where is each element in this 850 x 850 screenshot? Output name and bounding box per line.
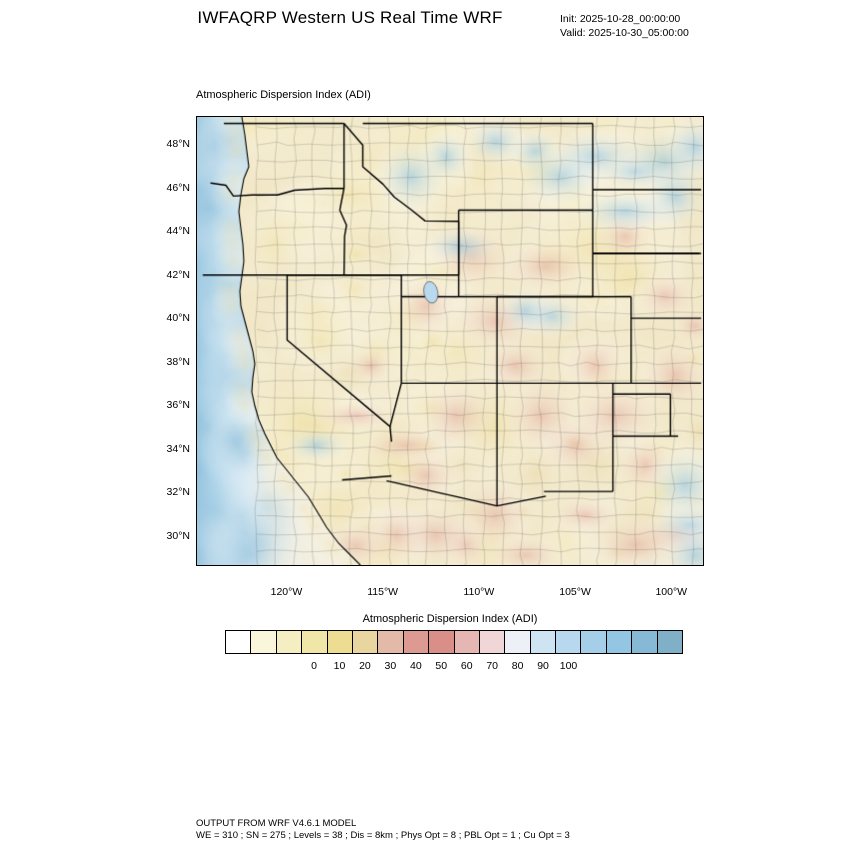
lon-tick-label: 110°W (463, 586, 495, 598)
longitude-axis (196, 586, 704, 604)
lat-tick-label: 40°N (166, 312, 190, 325)
footer-line-2: WE = 310 ; SN = 275 ; Levels = 38 ; Dis = 8km ; Phys Opt = 8 ; PBL Opt = 1 ; Cu Opt = 3 (196, 830, 570, 841)
colorbar-swatch (302, 631, 327, 653)
lat-tick-label: 32°N (166, 486, 190, 499)
colorbar-tick-label: 30 (384, 660, 397, 672)
colorbar-swatch (581, 631, 606, 653)
colorbar-swatch (429, 631, 454, 653)
colorbar-swatch (277, 631, 302, 653)
lat-tick-label: 38°N (166, 355, 190, 368)
model-output-footer (196, 818, 570, 842)
footer-line-1: OUTPUT FROM WRF V4.6.1 MODEL (196, 818, 357, 829)
colorbar-tick-label: 60 (460, 660, 473, 672)
page-title: IWFAQRP Western US Real Time WRF (197, 8, 503, 27)
colorbar-title: Atmospheric Dispersion Index (ADI) (362, 613, 538, 625)
map-plot-area (196, 116, 704, 566)
lat-tick-label: 42°N (166, 268, 190, 281)
lat-tick-label: 30°N (166, 529, 190, 542)
lon-tick-label: 100°W (655, 586, 688, 598)
colorbar-tick-label: 70 (486, 660, 498, 672)
plot-title: Atmospheric Dispersion Index (ADI) (196, 89, 371, 101)
latitude-axis (120, 116, 190, 566)
colorbar-tick-label: 0 (311, 660, 317, 672)
colorbar-swatch (480, 631, 505, 653)
lon-tick-label: 105°W (559, 586, 591, 598)
colorbar-swatch (632, 631, 657, 653)
lat-tick-label: 46°N (166, 181, 190, 194)
colorbar-swatch (658, 631, 682, 653)
colorbar-swatch (226, 631, 251, 653)
colorbar (225, 630, 683, 654)
lat-tick-label: 48°N (166, 138, 190, 151)
colorbar-tick-label: 20 (359, 660, 371, 672)
colorbar-tick-label: 50 (435, 660, 448, 672)
colorbar-tick-label: 100 (559, 660, 578, 672)
lat-tick-label: 36°N (166, 399, 190, 412)
init-time: Init: 2025-10-28_00:00:00 (560, 13, 681, 25)
adi-heatmap-canvas (197, 117, 703, 565)
colorbar-swatch (378, 631, 403, 653)
valid-time: Valid: 2025-10-30_05:00:00 (560, 27, 689, 39)
colorbar-tick-label: 10 (333, 660, 346, 672)
colorbar-swatch (455, 631, 480, 653)
colorbar-swatch (531, 631, 556, 653)
lat-tick-label: 44°N (166, 225, 190, 238)
colorbar-swatch (607, 631, 632, 653)
colorbar-tick-label: 40 (409, 660, 422, 672)
colorbar-swatch (353, 631, 378, 653)
colorbar-swatch (251, 631, 276, 653)
lon-tick-label: 120°W (270, 586, 303, 598)
model-run-info (560, 12, 689, 40)
colorbar-swatch (404, 631, 429, 653)
colorbar-tick-label: 80 (511, 660, 524, 672)
colorbar-swatch (556, 631, 581, 653)
colorbar-tick-labels (225, 660, 683, 676)
lon-tick-label: 115°W (367, 586, 399, 598)
colorbar-swatch (505, 631, 530, 653)
colorbar-tick-label: 90 (537, 660, 549, 672)
lat-tick-label: 34°N (166, 442, 190, 455)
colorbar-swatch (328, 631, 353, 653)
